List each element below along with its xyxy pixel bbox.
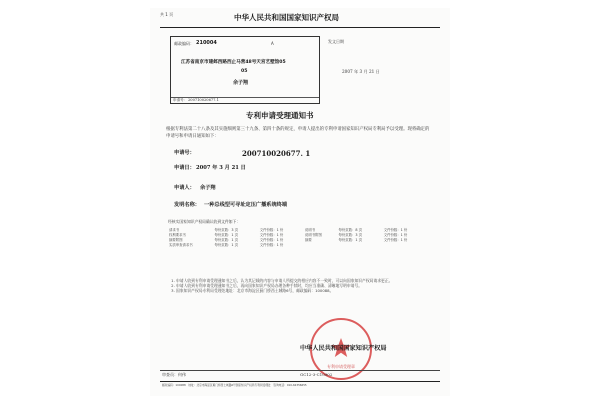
footer-rule <box>160 370 440 371</box>
table-cell: 文件份数：1 份 <box>383 228 408 232</box>
recipient-name: 余子翔 <box>233 80 249 86</box>
header-rule <box>160 27 440 28</box>
table-cell: 说明书附图 <box>304 233 322 237</box>
table-cell: 文件份数：1 份 <box>259 243 284 247</box>
ref-number: 200710020677.1 <box>188 98 219 102</box>
table-cell <box>304 242 338 247</box>
table-cell: 文件份数：1 份 <box>383 233 408 237</box>
notes-list <box>168 278 436 294</box>
intro-paragraph: 根据专利法第二十八条及其实施细则第三十九条、第四十条的规定，申请人提出的专利申请国家知识产权局专利局予以受理。现将确定的申请号和申请日通知如下： <box>166 127 430 139</box>
table-cell <box>383 242 428 247</box>
filing-date: 2007 年 3 月 21 日 <box>196 165 246 171</box>
table-cell: 说明书 <box>304 228 316 232</box>
examiner: 审查员：何伟 <box>162 372 186 377</box>
table-cell: 实质审查请求书 <box>169 243 193 247</box>
page-count: 共 1 页 <box>160 12 174 17</box>
table-cell: 每份页数：1 页 <box>214 243 239 247</box>
filing-date-label: 申请日： <box>174 165 195 171</box>
address-marker: A <box>271 41 274 46</box>
table-cell: 文件份数：1 份 <box>383 238 408 242</box>
fee-caption: 经核实国家知识产权局确认收到文件如下： <box>168 219 241 224</box>
seal-text: 专利申请受理章 <box>327 364 355 369</box>
note-item: 2. 申请人收到专利申请受理通知书之后，再向国家知识产权局办理各种手续时，均应当准确、清晰地写明申请号。 <box>176 283 436 288</box>
issue-date-label: 发文日期 <box>328 39 344 44</box>
table-cell: 每份页数：3 页 <box>338 233 363 237</box>
table-cell: 摘要附图 <box>169 238 183 242</box>
app-no-label: 申请号： <box>174 150 195 156</box>
table-row <box>168 242 428 247</box>
note-item: 1. 申请人收到专利申请受理通知书之后，认为其记载的内容与申请人所提交的相应内容不一致时，可以向国家知识产权局请求更正。 <box>176 278 436 283</box>
table-cell: 文件份数：1 份 <box>259 228 284 232</box>
table-cell: 请求书 <box>169 228 180 232</box>
form-code: GC12-3-C10902 <box>300 372 333 377</box>
address-line-1: 江苏省南京市建邺西路西止马营48号天宫艺墅馆05 <box>181 60 286 65</box>
applicant-label: 申请人： <box>174 185 195 191</box>
table-cell: 摘要 <box>304 238 312 242</box>
table-cell: 每份页数：3 页 <box>214 228 239 232</box>
invention-title: 一种总线型可寻址定压广播系统终端 <box>204 202 288 208</box>
table-cell <box>337 242 382 247</box>
address-box <box>170 36 320 104</box>
app-no: 200710020677. 1 <box>242 149 311 158</box>
table-cell: 每份页数：1 页 <box>214 238 239 242</box>
notice-document <box>150 8 450 396</box>
address-line-2: 05 <box>241 69 248 74</box>
received-docs-table <box>168 227 428 247</box>
table-cell: 文件份数：1 份 <box>259 233 284 237</box>
table-cell: 每份页数：1 页 <box>338 238 363 242</box>
issue-date: 2007 年 3 月 21 日 <box>342 69 380 74</box>
note-item: 3. 国家知识产权局专利局受理处地址：北京市海淀区蓟门桥西土城路6号，邮政编码：100088。 <box>176 288 436 293</box>
applicant: 余子翔 <box>200 185 216 191</box>
table-cell: 文件份数：1 份 <box>259 238 284 242</box>
invention-label: 发明名称： <box>174 202 200 208</box>
footer-rule-2 <box>160 381 440 382</box>
table-cell: 每份页数：1 页 <box>214 233 239 237</box>
ref-label: 申请号： <box>173 98 188 102</box>
office-signature: 中华人民共和国国家知识产权局 <box>300 345 387 352</box>
postcode-label: 邮政编码： <box>174 41 194 46</box>
footer-contact: 邮政编码：100088 地址：北京市海淀区蓟门桥西土城路6号国家知识产权局专利局受理处 咨询电话：010-62356655 <box>162 383 307 387</box>
table-cell: 每份页数：8 页 <box>338 228 363 232</box>
postcode: 210004 <box>196 40 217 46</box>
office-header: 中华人民共和国国家知识产权局 <box>234 13 339 22</box>
notice-title: 专利申请受理通知书 <box>246 111 314 120</box>
table-cell: 权利要求书 <box>169 233 186 237</box>
